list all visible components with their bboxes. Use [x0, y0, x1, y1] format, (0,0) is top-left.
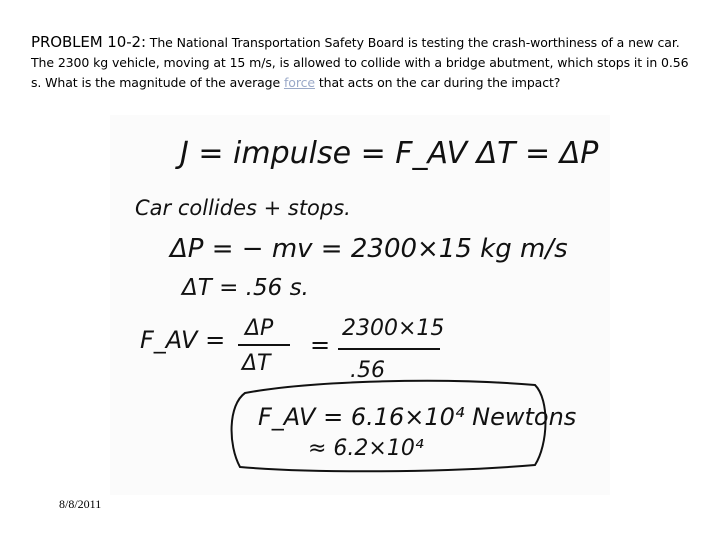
solution-line-2: Car collides + stops. — [135, 196, 351, 220]
force-link[interactable]: force — [283, 75, 315, 90]
solution-line-3: ΔP = − mv = 2300×15 kg m/s — [170, 234, 568, 264]
answer-line-1: F_AV = 6.16×10⁴ Newtons — [258, 403, 577, 431]
solution-denominator: .56 — [350, 358, 385, 383]
handwritten-solution-image — [110, 115, 610, 495]
problem-text: The National Transportation Safety Board is testing the crash-worthiness of a new car. The 2300 kg vehicle, moving at 15 m/s, is allowed to collide with a bridge abutment, which stops it in 0.56 s. What is the magnitude of the average — [31, 35, 689, 90]
answer-line-2: ≈ 6.2×10⁴ — [308, 436, 424, 461]
solution-numerator: 2300×15 — [342, 316, 445, 341]
slide-date: 8/8/2011 — [59, 497, 102, 511]
solution-equals: = — [310, 331, 331, 359]
problem-statement — [31, 32, 701, 93]
problem-heading: PROBLEM 10-2: — [31, 33, 146, 51]
solution-fav-label: F_AV = — [140, 326, 226, 354]
solution-frac-top: ΔP — [245, 316, 274, 341]
solution-line-4: ΔT = .56 s. — [182, 275, 309, 301]
solution-line-1: J = impulse = F_AV ΔT = ΔP — [180, 136, 599, 171]
solution-frac-bot: ΔT — [242, 351, 271, 376]
problem-text-end: that acts on the car during the impact? — [314, 75, 561, 90]
